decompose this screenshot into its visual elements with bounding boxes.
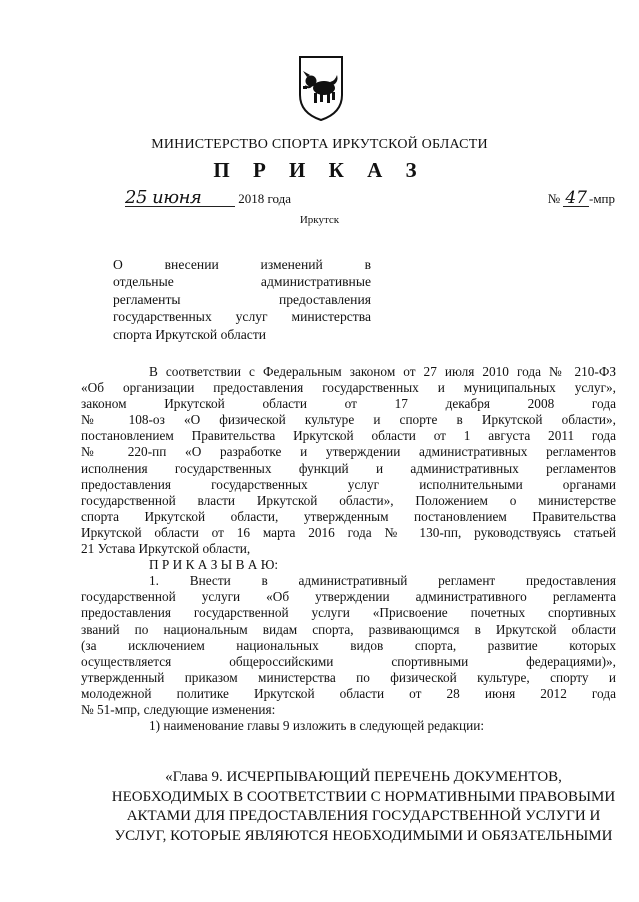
number-sign: №: [547, 191, 561, 206]
chapter-heading: [96, 768, 631, 846]
body-line: государственной власти Иркутской области», Положением о министерстве: [81, 492, 616, 508]
chapter-line: «Глава 9. ИСЧЕРПЫВАЮЩИЙ ПЕРЕЧЕНЬ ДОКУМЕНТОВ,: [165, 769, 562, 785]
body-line: спорта Иркутской области, утвержденным постановлением Правительства: [81, 508, 616, 524]
handwritten-number: 47: [565, 188, 587, 208]
chapter-line: АКТАМИ ДЛЯ ПРЕДОСТАВЛЕНИЯ ГОСУДАРСТВЕННОЙ УСЛУГИ И: [126, 808, 601, 824]
coat-of-arms-emblem: [297, 55, 345, 122]
body-line: (за исключением национальных видов спорта, развитие которых: [81, 637, 616, 653]
subject-line: регламенты предоставления: [113, 291, 371, 307]
body-line: «Об организации предоставления государственных и муниципальных услуг»,: [81, 380, 616, 396]
chapter-line: НЕОБХОДИМЫХ В СООТВЕТСТВИИ С НОРМАТИВНЫМИ ПРАВОВЫМИ: [111, 788, 616, 805]
ministry-name: МИНИСТЕРСТВО СПОРТА ИРКУТСКОЙ ОБЛАСТИ: [151, 137, 488, 152]
body-line: В соответствии с Федеральным законом от 27 июля 2010 года № 210-ФЗ: [149, 364, 616, 379]
city-name: Иркутск: [299, 214, 340, 226]
body-line: 21 Устава Иркутской области,: [81, 541, 251, 557]
order-date: [125, 187, 292, 208]
body-line: предоставления государственной услуги «Присвоение почетных спортивных: [81, 605, 616, 621]
body-line: Иркутской области от 16 марта 2016 года № 130-пп, руководствуясь статьей: [81, 524, 616, 540]
order-number: [548, 190, 615, 207]
body-line: № 108-оз «О физической культуре и спорте в Иркутской области»,: [81, 412, 616, 428]
date-year: 2018 года: [238, 191, 292, 206]
body-line: званий по национальным видам спорта, развивающимся в Иркутской области: [81, 621, 616, 637]
body-line: осуществляется общероссийскими спортивными федерациями)»,: [81, 653, 616, 669]
body-line: предоставления государственных услуг исполнительными органами: [81, 476, 616, 492]
body-line: законом Иркутской области от 17 декабря 2008 года: [81, 396, 616, 412]
body-line: молодежной политике Иркутской области от 28 июня 2012 года: [81, 685, 616, 701]
order-body: [81, 364, 616, 734]
body-line: исполнения государственных функций и административных регламентов: [81, 460, 616, 476]
number-suffix: -мпр: [588, 191, 615, 206]
document-title: П Р И К А З: [213, 158, 426, 182]
order-command: П Р И К А З Ы В А Ю:: [149, 557, 279, 573]
body-line: 1) наименование главы 9 изложить в следующей редакции:: [149, 718, 485, 734]
body-line: 1. Внести в административный регламент предоставления: [149, 573, 616, 589]
body-line: № 220-пп «О разработке и утверждении административных регламентов: [81, 444, 616, 460]
body-line: утвержденный приказом министерства по физической культуре, спорту и: [81, 669, 616, 685]
subject-line: отдельные административные: [113, 274, 371, 290]
body-line: № 51-мпр, следующие изменения:: [81, 701, 276, 717]
subject-line: государственных услуг министерства: [113, 309, 371, 325]
body-line: государственной услуги «Об утверждении административного регламента: [81, 589, 616, 605]
subject-line: спорта Иркутской области: [113, 326, 267, 342]
order-subject: [113, 256, 371, 343]
body-line: постановлением Правительства Иркутской области от 1 августа 2011 года: [81, 428, 616, 444]
chapter-line: УСЛУГ, КОТОРЫЕ ЯВЛЯЮТСЯ НЕОБХОДИМЫМИ И ОБЯЗАТЕЛЬНЫМИ: [114, 827, 613, 844]
handwritten-date: 25 июня: [125, 190, 235, 207]
subject-line: О внесении изменений в: [113, 257, 371, 272]
